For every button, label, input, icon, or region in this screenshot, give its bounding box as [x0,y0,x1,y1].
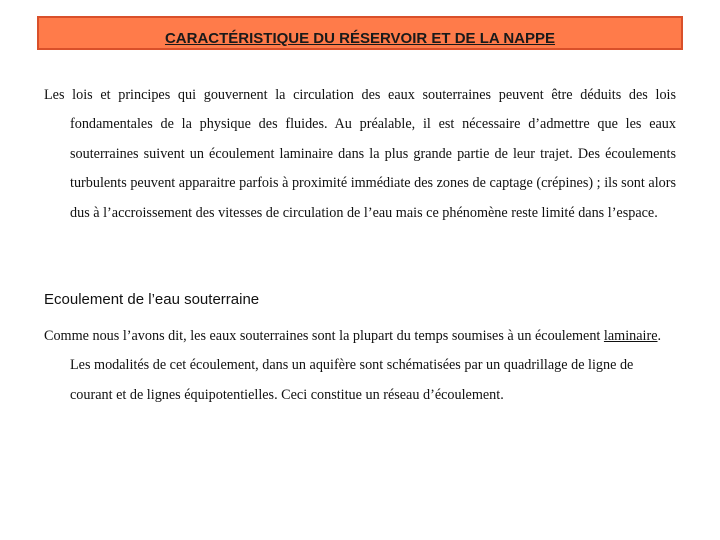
underlined-term-laminaire: laminaire [603,328,658,344]
flow-paragraph-end: . Les modalités de cet écoulement, dans un aquifère sont schématisées par un quadrillage de ligne de courant et de lignes équipotentielles. Ceci constitue un réseau d’écoulement. [70,328,662,403]
slide-title: CARACTÉRISTIQUE DU RÉSERVOIR ET DE LA NAPPE [164,29,556,47]
flow-paragraph-start: Comme nous l’avons dit, les eaux souterraines sont la plupart du temps soumises à un écoulement [44,328,604,344]
intro-paragraph: Les lois et principes qui gouvernent la circulation des eaux souterraines peuvent être déduits des lois fondamentales de la physique des fluides. Au préalable, il est nécessaire d’admettre que les eaux souterraines suivent un écoulement laminaire dans la plus grande partie de leur trajet. Des écoulements turbulents peuvent apparaitre parfois à proximité immédiate des zones de captage (crépines) ; ils sont alors dus à l’accroissement des vitesses de circulation de l’eau mais ce phénomène reste limité dans l’espace. [44,87,676,221]
section-heading: Ecoulement de l’eau souterraine [44,291,260,308]
flow-paragraph [44,322,676,410]
title-banner [37,16,683,50]
